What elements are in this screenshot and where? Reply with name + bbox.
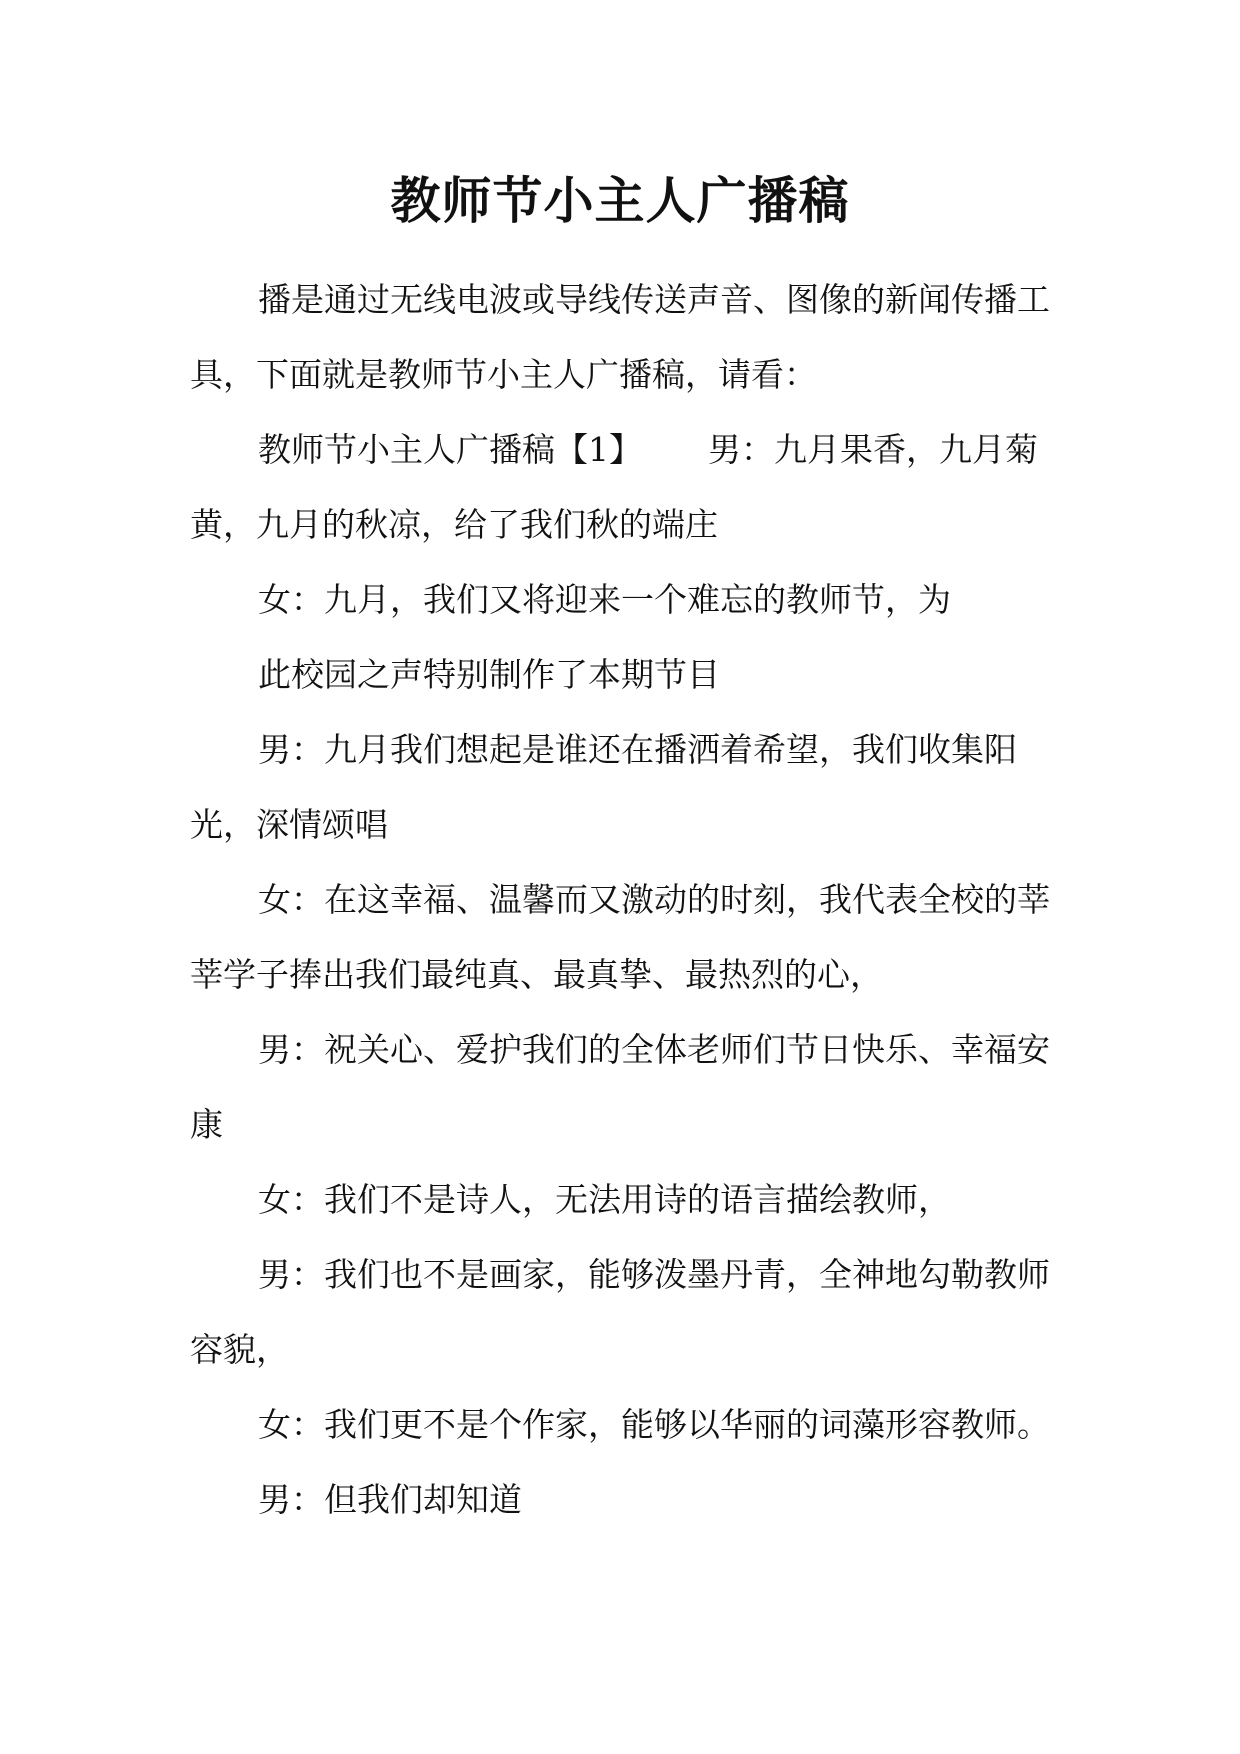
document-title: 教师节小主人广播稿 [390,171,850,230]
section-heading: 教师节小主人广播稿【1】 [258,430,642,469]
paragraph: 男：九月我们想起是谁还在播洒着希望，我们收集阳光，深情颂唱 [190,730,1017,844]
paragraph: 女：九月，我们又将迎来一个难忘的教师节，为 [258,580,951,619]
paragraph: 男：我们也不是画家，能够泼墨丹青，全神地勾勒教师容貌， [190,1255,1050,1369]
paragraph: 女：在这幸福、温馨而又激动的时刻，我代表全校的莘莘学子捧出我们最纯真、最真挚、最热烈的心， [190,880,1050,994]
paragraph-intro: 播是通过无线电波或导线传送声音、图像的新闻传播工具，下面就是教师节小主人广播稿，请看： [190,280,1050,394]
section-first-line: 男：九月果香，九月菊黄，九月的秋凉，给了我们秋的端庄 [190,430,1038,544]
paragraph-section-start [190,412,1058,562]
paragraph: 男：祝关心、爱护我们的全体老师们节日快乐、幸福安康 [190,1030,1050,1144]
document-body [190,262,1058,1537]
paragraph: 女：我们不是诗人，无法用诗的语言描绘教师， [258,1180,951,1219]
paragraph: 男：但我们却知道 [258,1480,522,1519]
paragraph: 女：我们更不是个作家，能够以华丽的词藻形容教师。 [258,1405,1050,1444]
paragraph: 此校园之声特别制作了本期节目 [258,655,720,694]
